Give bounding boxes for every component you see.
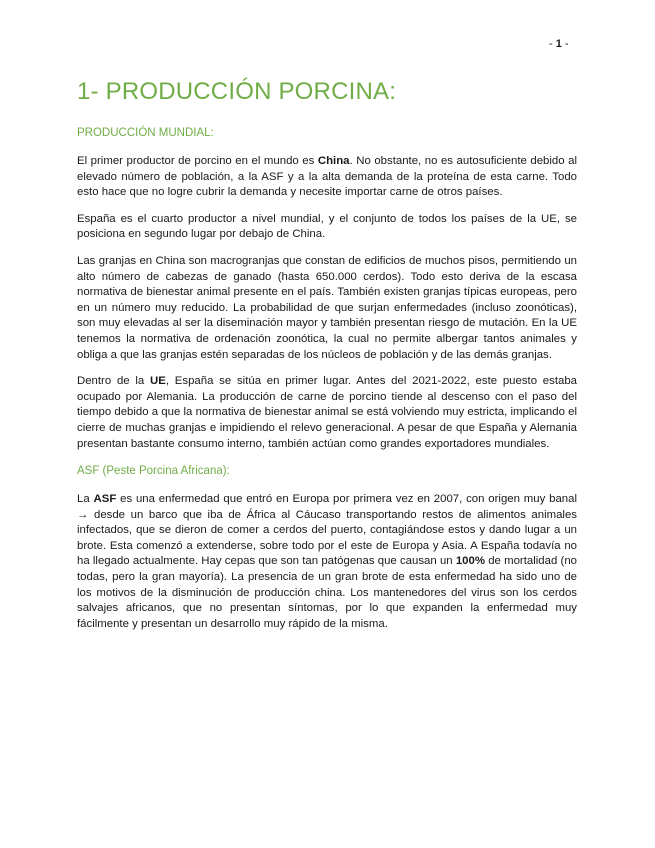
document-body: [77, 78, 577, 632]
section-heading-asf: ASF (Peste Porcina Africana):: [77, 465, 230, 478]
bold-ue: UE: [150, 375, 166, 388]
paragraph-china-farms: Las granjas en China son macrogranjas que constan de edificios de muchos pisos, permitiendo un alto número de cabezas de ganado (hasta 650.000 cerdos). Todo esto deriva de la escasa normativa de bienestar animal presente en el país. También existen granjas típicas europeas, pero en un número muy reducido. La probabilidad de que surjan enfermedades (incluso zoonóticas), son muy elevadas al ser la diseminación mayor y también presentan riesgo de mutación. En la UE tenemos la normativa de ordenación zoonótica, la cual no permite albergar tantos animales y obliga a que las granjas estén separadas de los núcleos de población y de las demás granjas.: [77, 254, 577, 361]
page-number-value: 1: [555, 38, 562, 50]
bold-china: China: [317, 155, 350, 167]
bold-100-percent: 100%: [455, 555, 485, 568]
page-number: - 1 -: [549, 38, 569, 50]
paragraph-china-producer: El primer productor de porcino en el mundo es China. No obstante, no es autosuficiente debido al elevado número de población, a la ASF y a la alta demanda de la proteína de esta carne. Todo esto hace que no logre cubrir la demanda y necesite importar carne de otros países.: [77, 155, 577, 199]
paragraph-asf: La ASF es una enfermedad que entró en Europa por primera vez en 2007, con origen muy banal → desde un barco que iba de África al Cáucaso transportando restos de alimentos animales infectados, que se dieron de comer a cerdos del puerto, contagiándose estos y dando lugar a un brote. Esta comenzó a extenderse, sobre todo por el este de Europa y Asia. A España todavía no ha llegado actualmente. Hay cepas que son tan patógenas que causan un 100% de mortalidad (no todas, pero la gran mayoría). La presencia de un gran brote de esta enfermedad ha sido uno de los motivos de la disminución de producción china. Los mantenedores del virus son los cerdos salvajes africanos, que no presentan síntomas, por lo que expanden la enfermedad muy fácilmente y presentan un desarrollo muy rápido de la misma.: [77, 493, 577, 630]
page-title: 1- PRODUCCIÓN PORCINA:: [77, 78, 397, 105]
paragraph-spain-ranking: España es el cuarto productor a nivel mundial, y el conjunto de todos los países de la UE, se posiciona en segundo lugar por debajo de China.: [77, 212, 577, 241]
paragraph-eu-spain: Dentro de la UE, España se sitúa en primer lugar. Antes del 2021-2022, este puesto estaba ocupado por Alemania. La producción de carne de porcino tiende al descenso con el paso del tiempo debido a que la normativa de bienestar animal se está volviendo muy estricta, implicando el cierre de muchas granjas e impidiendo el relevo generacional. A pesar de que España y Alemania presentan bastante consumo interno, también actúan como grandes exportadores mundiales.: [77, 375, 577, 450]
section-heading-produccion-mundial: PRODUCCIÓN MUNDIAL:: [77, 127, 214, 139]
bold-asf: ASF: [93, 493, 117, 506]
